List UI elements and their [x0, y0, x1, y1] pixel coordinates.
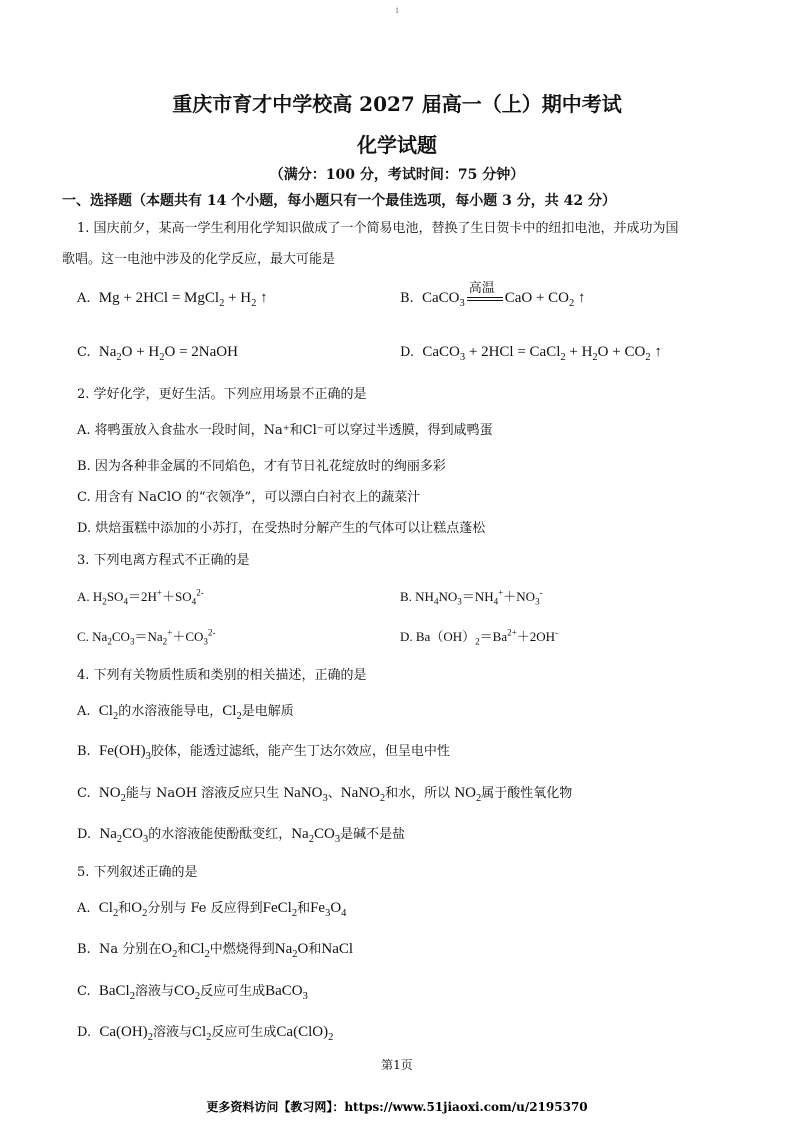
q3-option-d: D. $Ba(OH)_2=Ba^{2+}+2OH^-$ — [400, 627, 559, 647]
q1-option-a: A. Mg + 2HCl = MgCl$_2$ + $H_2$ ↑ — [77, 290, 268, 309]
q1-stem-line1: 1. 国庆前夕，某高一学生利用化学知识做成了一个简易电池，替换了生日贺卡中的纽扣电池，并成功为国 — [77, 221, 679, 236]
reaction-condition: 高温 — [468, 280, 495, 295]
q4-stem: 4. 下列有关物质性质和类别的相关描述，正确的是 — [77, 668, 367, 683]
q4-option-c: C. $NO_2$能与 NaOH 溶液反应只生 NaNO$_3$、NaNO$_2$和水，所以 $NO_2$属于酸性氧化物 — [77, 785, 573, 804]
q2-stem: 2. 学好化学，更好生活。下列应用场景不正确的是 — [77, 387, 367, 402]
q4-option-b: B. $Fe(OH)_3$胶体，能透过滤纸，能产生丁达尔效应，但呈电中性 — [77, 743, 450, 762]
q3-stem: 3. 下列电离方程式不正确的是 — [77, 553, 250, 568]
q3-option-a: A. $H_2SO_4=2H^++SO_4^{2-}$ — [77, 587, 204, 607]
q5-option-c: C. BaCl$_2$溶液与$CO_2$反应可生成BaCO$_3$ — [77, 983, 308, 1002]
q1-option-c: C. $Na_2O + H_2O$ = 2NaOH — [77, 344, 238, 363]
q5-option-d: D. $Ca(OH)_2$溶液与$Cl_2$反应可生成$Ca(ClO)_2$ — [77, 1024, 334, 1043]
q5-option-b: B. Na 分别在$O_2$和$Cl_2$中燃烧得到$Na_2O$和NaCl — [77, 941, 354, 960]
q1-option-b: B. CaCO$_3$ 高温 CaO + $CO_2$ ↑ — [400, 290, 586, 309]
exam-title: 重庆市育才中学校高 2027 届高一（上）期中考试 — [172, 92, 622, 116]
page-number: 第1页 — [381, 1058, 413, 1072]
q3-option-b: B. $NH_4NO_3=NH_4^++NO_3^-$ — [400, 587, 543, 607]
q5-stem: 5. 下列叙述正确的是 — [77, 865, 198, 880]
resource-link[interactable]: 更多资料访问【教习网】：https://www.51jiaoxi.com/u/2195370 — [206, 1100, 588, 1114]
q5-option-a: A. $Cl_2$和$O_2$分别与 Fe 反应得到FeCl$_2$和$Fe_3O_4$ — [77, 900, 347, 919]
exam-info: （满分：100 分，考试时间：75 分钟） — [269, 167, 525, 183]
q1-option-d: D. CaCO$_3$ + 2HCl = CaCl$_2$ + $H_2O + CO_2$ ↑ — [400, 344, 662, 363]
q4-option-a: A. $Cl_2$的水溶液能导电，$Cl_2$是电解质 — [77, 703, 294, 722]
q3-option-c: C. $Na_2CO_3=Na_2^++CO_3^{2-}$ — [77, 627, 216, 647]
q1-stem-line2: 歌唱。这一电池中涉及的化学反应，最大可能是 — [62, 252, 336, 267]
section-heading: 一、选择题（本题共有 14 个小题，每小题只有一个最佳选项，每小题 3 分，共 42 分） — [62, 193, 616, 209]
q2-option-b: B. 因为各种非金属的不同焰色，才有节日礼花绽放时的绚丽多彩 — [77, 459, 446, 474]
q4-option-d: D. $Na_2CO_3$的水溶液能使酚酞变红，$Na_2CO_3$是碱不是盐 — [77, 826, 406, 845]
page-marker: 1 — [395, 6, 399, 15]
q2-option-a: A. 将鸭蛋放入食盐水一段时间，Na⁺和Cl⁻可以穿过半透膜，得到咸鸭蛋 — [77, 423, 493, 438]
subject-title: 化学试题 — [357, 133, 437, 157]
q2-option-d: D. 烘焙蛋糕中添加的小苏打，在受热时分解产生的气体可以让糕点蓬松 — [77, 521, 486, 536]
q2-option-c: C. 用含有 NaClO 的“衣领净”，可以漂白白衬衣上的蔬菜汁 — [77, 490, 421, 505]
